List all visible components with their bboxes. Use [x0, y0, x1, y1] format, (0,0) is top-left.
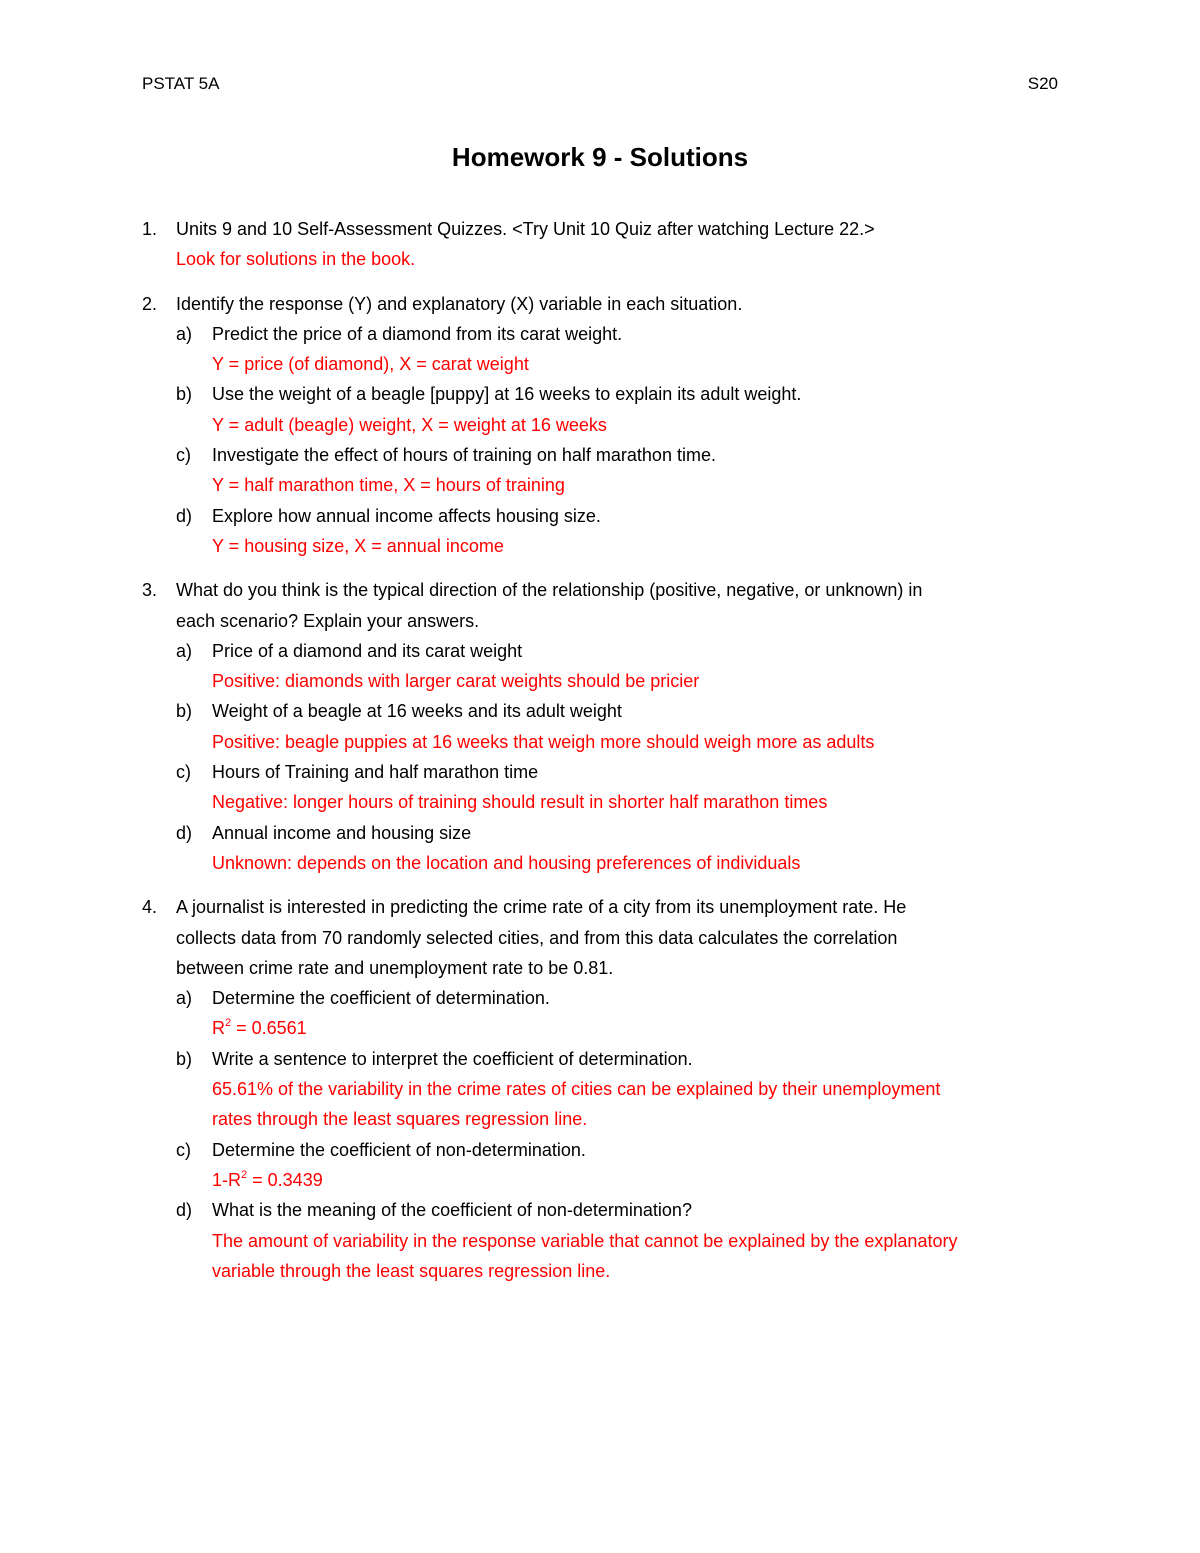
- answer-text: Unknown: depends on the location and housing preferences of individuals: [212, 852, 801, 873]
- answer-text: Positive: diamonds with larger carat weights should be pricier: [212, 671, 700, 692]
- answer-text: 65.61% of the variability in the crime rates of cities can be explained by their unemployment: [212, 1079, 941, 1100]
- subpart-letter: c): [176, 445, 191, 466]
- subpart-letter: b): [176, 701, 193, 722]
- header-course: PSTAT 5A: [142, 74, 220, 93]
- question-1: [0, 214, 1200, 275]
- page-title: Homework 9 - Solutions: [451, 142, 749, 172]
- question-text: Identify the response (Y) and explanatory (X) variable in each situation.: [176, 293, 743, 314]
- question-text: collects data from 70 randomly selected cities, and from this data calculates the correlation: [176, 927, 898, 948]
- subpart-text: Price of a diamond and its carat weight: [212, 640, 523, 661]
- subpart-letter: c): [176, 1139, 191, 1160]
- answer-text: rates through the least squares regression line.: [212, 1109, 588, 1130]
- subpart-letter: a): [176, 323, 193, 344]
- question-number: 3.: [142, 580, 158, 601]
- question-text: Units 9 and 10 Self-Assessment Quizzes. <Try Unit 10 Quiz after watching Lecture 22.>: [176, 219, 875, 239]
- answer-text: variable through the least squares regression line.: [212, 1260, 611, 1281]
- question-text: each scenario? Explain your answers.: [176, 610, 480, 631]
- question-number: 2.: [142, 293, 158, 314]
- subpart-text: Investigate the effect of hours of training on half marathon time.: [212, 445, 716, 466]
- subpart-text: Use the weight of a beagle [puppy] at 16 weeks to explain its adult weight.: [212, 384, 802, 405]
- subpart-letter: a): [176, 640, 193, 661]
- subpart-text: Hours of Training and half marathon time: [212, 762, 539, 783]
- answer-text: Y = adult (beagle) weight, X = weight at 16 weeks: [212, 414, 607, 435]
- subpart-letter: a): [176, 988, 193, 1009]
- answer-formula: $1-R^2 = 0.3439$: [212, 1168, 323, 1190]
- answer-text: Look for solutions in the book.: [176, 249, 416, 270]
- answer-text: Y = price (of diamond), X = carat weight: [212, 354, 529, 375]
- answer-text: Negative: longer hours of training should result in shorter half marathon times: [212, 792, 828, 813]
- subpart-letter: c): [176, 762, 191, 783]
- answer-text: Y = half marathon time, X = hours of training: [212, 475, 565, 496]
- subpart-text: Determine the coefficient of determination.: [212, 988, 550, 1009]
- question-number: 1.: [142, 219, 158, 239]
- question-2: [0, 289, 1200, 562]
- subpart-letter: d): [176, 1200, 193, 1221]
- subpart-letter: d): [176, 505, 193, 526]
- question-4: [0, 892, 1200, 1286]
- subpart-text: Annual income and housing size: [212, 822, 472, 843]
- questions: [0, 214, 1200, 1286]
- answer-formula: $R^2 = 0.6561$: [212, 1017, 307, 1039]
- subpart-text: Write a sentence to interpret the coefficient of determination.: [212, 1048, 693, 1069]
- question-text: A journalist is interested in predicting the crime rate of a city from its unemployment rate. He: [176, 897, 907, 918]
- subpart-text: What is the meaning of the coefficient of non-determination?: [212, 1200, 692, 1221]
- header-term: S20: [1027, 74, 1058, 93]
- subpart-letter: d): [176, 822, 193, 843]
- subpart-text: Weight of a beagle at 16 weeks and its adult weight: [212, 701, 622, 722]
- answer-text: Positive: beagle puppies at 16 weeks that weigh more should weigh more as adults: [212, 731, 875, 752]
- answer-text: Y = housing size, X = annual income: [212, 535, 504, 556]
- subpart-text: Predict the price of a diamond from its carat weight.: [212, 323, 623, 344]
- question-number: 4.: [142, 897, 158, 918]
- answer-text: The amount of variability in the response variable that cannot be explained by the explanatory: [212, 1230, 958, 1251]
- subpart-text: Determine the coefficient of non-determination.: [212, 1139, 586, 1160]
- question-text: What do you think is the typical direction of the relationship (positive, negative, or unknown) in: [176, 580, 923, 601]
- question-3: [0, 575, 1200, 878]
- subpart-letter: b): [176, 1048, 193, 1069]
- question-text: between crime rate and unemployment rate to be 0.81.: [176, 957, 614, 978]
- subpart-text: Explore how annual income affects housing size.: [212, 505, 601, 526]
- subpart-letter: b): [176, 384, 193, 405]
